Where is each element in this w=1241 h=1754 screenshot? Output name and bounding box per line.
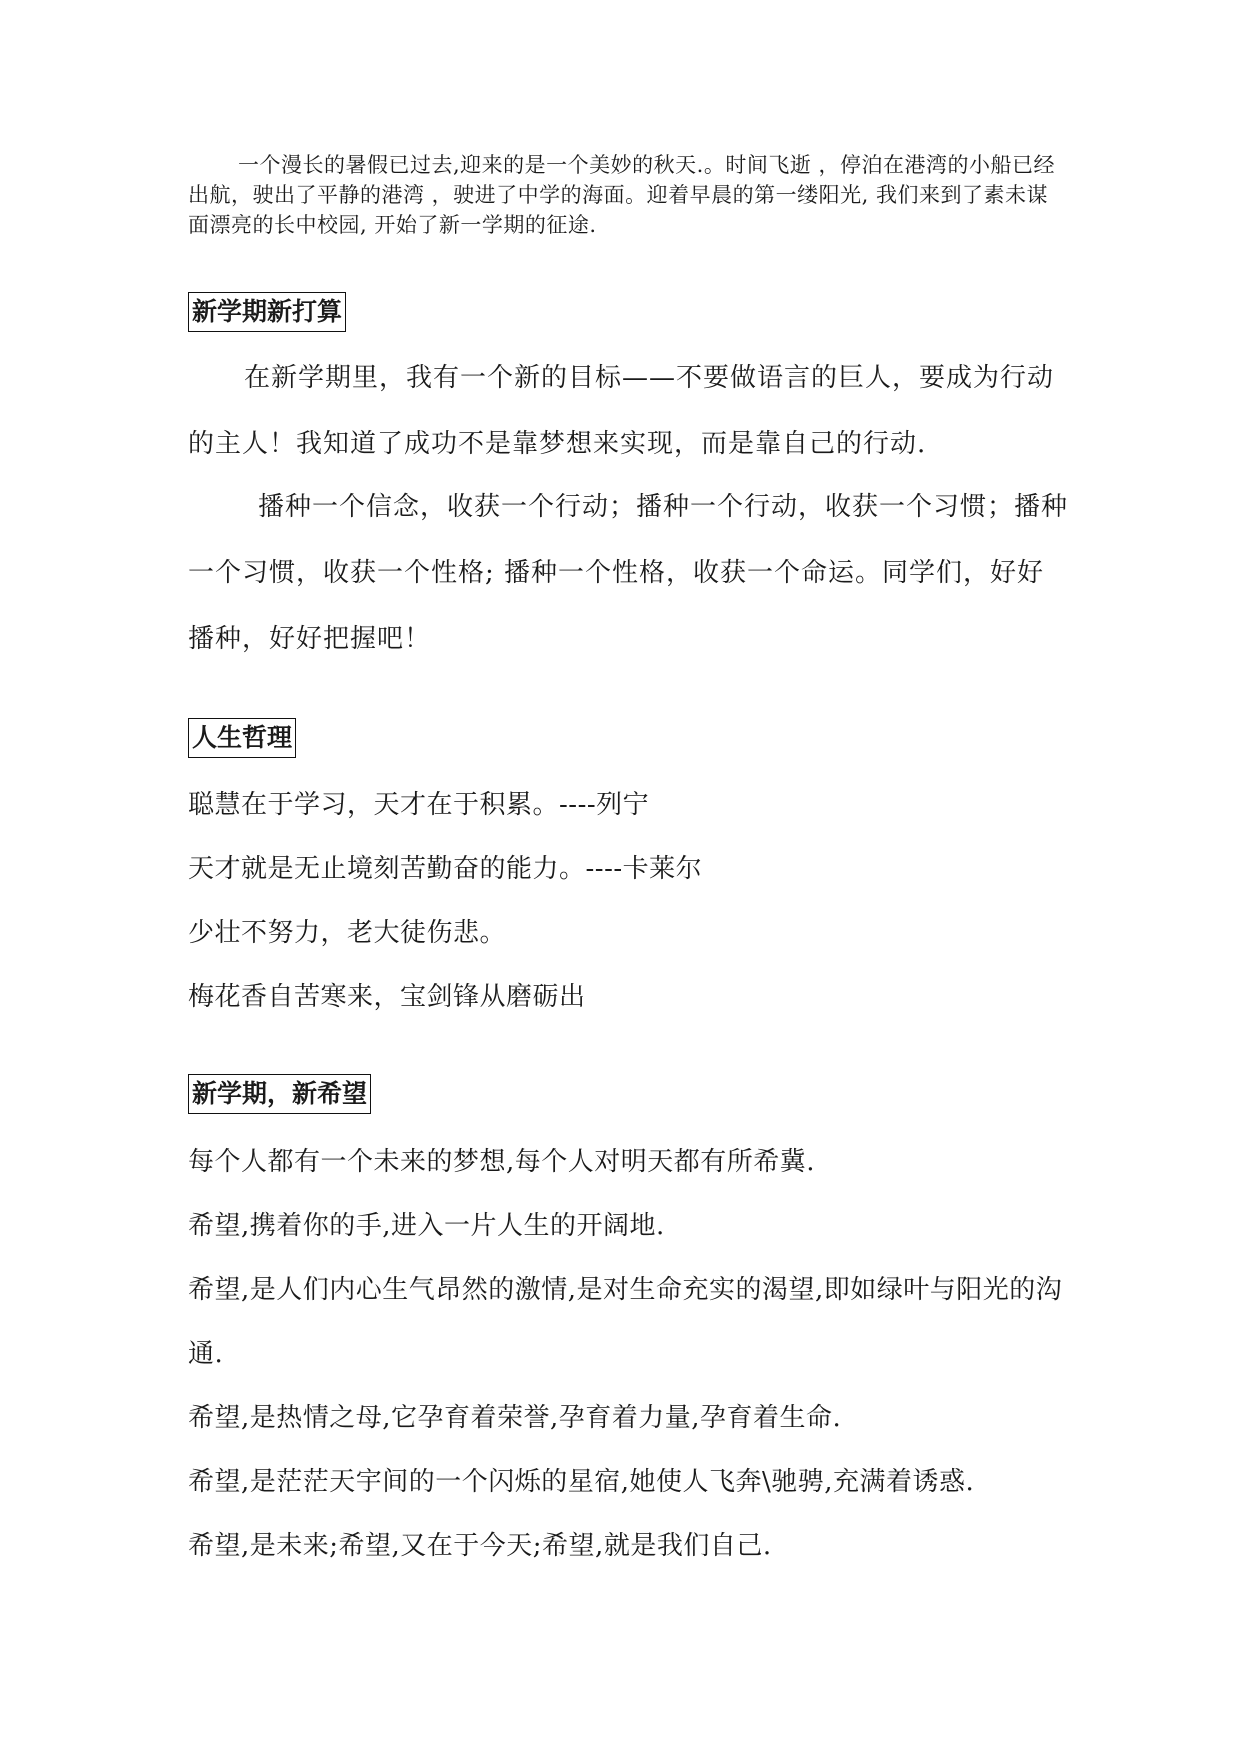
section-heading-new-hope: 新学期，新希望 [188,1074,371,1114]
quote-list [188,773,1068,1029]
plan-paragraph-goal: 在新学期里，我有一个新的目标——不要做语言的巨人，要成为行动的主人！我知道了成功不是靠梦想来实现，而是靠自己的行动. [188,363,1055,459]
quote-line: 天才就是无止境刻苦勤奋的能力。----卡莱尔 [188,854,703,884]
quote-line: 少壮不努力，老大徒伤悲。 [188,918,507,948]
intro-paragraph: 一个漫长的暑假已过去,迎来的是一个美妙的秋天.。时间飞逝 ，停泊在港湾的小船已经出航，驶出了平静的港湾 ，驶进了中学的海面。迎着早晨的第一缕阳光, 我们来到了素未谋面漂亮的长中校园, 开始了新一学期的征途. [188,153,1056,237]
hope-line: 希望,是茫茫天宇间的一个闪烁的星宿,她使人飞奔\驰骋,充满着诱惑. [188,1467,975,1497]
quote-line: 梅花香自苦寒来，宝剑锋从磨砺出 [188,982,586,1012]
section-heading-new-semester-plan: 新学期新打算 [188,292,346,332]
hope-line: 希望,是人们内心生气昂然的激情,是对生命充实的渴望,即如绿叶与阳光的沟通. [188,1275,1063,1369]
hope-line: 每个人都有一个未来的梦想,每个人对明天都有所希冀. [188,1147,816,1177]
quote-line: 聪慧在于学习，天才在于积累。----列宁 [188,790,650,820]
plan-paragraph-sowing: 播种一个信念，收获一个行动；播种一个行动，收获一个习惯；播种一个习惯，收获一个性格; 播种一个性格，收获一个命运。同学们，好好播种，好好把握吧！ [188,492,1069,654]
hope-list [188,1130,1068,1578]
hope-line: 希望,携着你的手,进入一片人生的开阔地. [188,1211,665,1241]
hope-line: 希望,是热情之母,它孕育着荣誉,孕育着力量,孕育着生命. [188,1403,842,1433]
section-heading-life-philosophy: 人生哲理 [188,718,296,758]
hope-line: 希望,是未来;希望,又在于今天;希望,就是我们自己. [188,1531,772,1561]
